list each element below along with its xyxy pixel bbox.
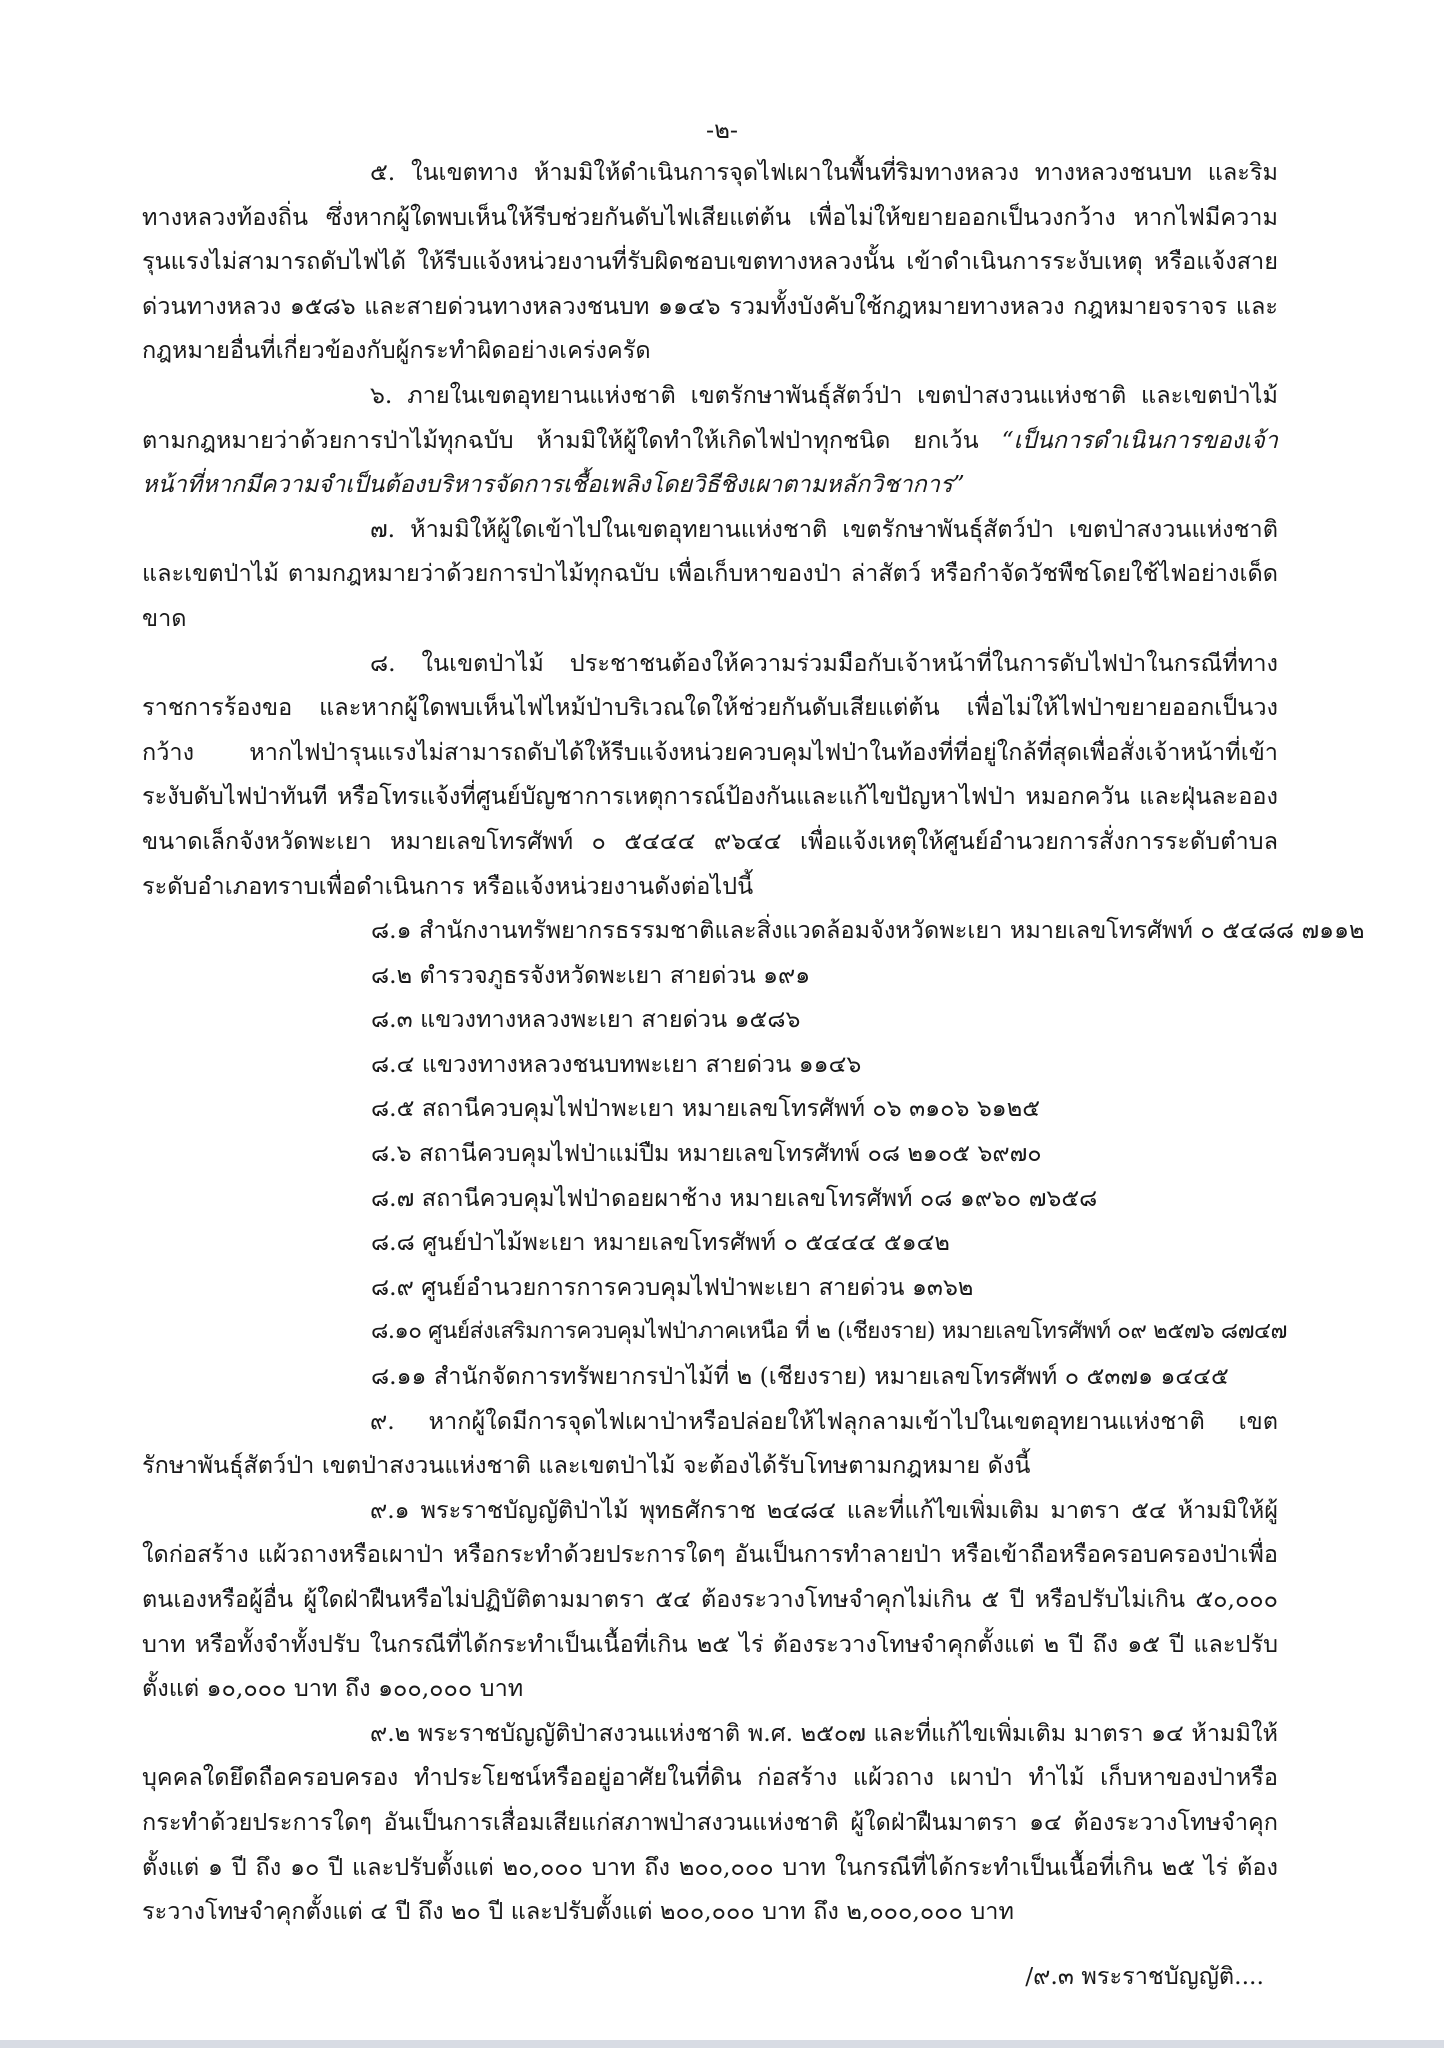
paragraph-6-quote: “เป็นการดำเนินการของเจ้าหน้าที่หากมีความจำเป็นต้องบริหารจัดการเชื้อเพลิงโดยวิธีชิงเผาตามหลักวิชาการ”	[142, 425, 1278, 499]
paragraph-9-1: ๙.๑ พระราชบัญญัติป่าไม้ พุทธศักราช ๒๔๘๔ และที่แก้ไขเพิ่มเติม มาตรา ๕๔ ห้ามมิให้ผู้ใดก่อสร้าง แผ้วถางหรือเผาป่า หรือกระทำด้วยประการใดๆ อันเป็นการทำลายป่า หรือเข้าถือหรือครอบครองป่าเพื่อตนเองหรือผู้อื่น ผู้ใดฝ่าฝืนหรือไม่ปฏิบัติตามมาตรา ๕๔ ต้องระวางโทษจำคุกไม่เกิน ๕ ปี หรือปรับไม่เกิน ๕๐,๐๐๐ บาท หรือทั้งจำทั้งปรับ ในกรณีที่ได้กระทำเป็นเนื้อที่เกิน ๒๕ ไร่ ต้องระวางโทษจำคุกตั้งแต่ ๒ ปี ถึง ๑๕ ปี และปรับตั้งแต่ ๑๐,๐๐๐ บาท ถึง ๑๐๐,๐๐๐ บาท	[142, 1495, 1278, 1703]
paragraph-5: ๕. ในเขตทาง ห้ามมิให้ดำเนินการจุดไฟเผาในพื้นที่ริมทางหลวง ทางหลวงชนบท และริมทางหลวงท้องถิ่น ซึ่งหากผู้ใดพบเห็นให้รีบช่วยกันดับไฟเสียแต่ต้น เพื่อไม่ให้ขยายออกเป็นวงกว้าง หากไฟมีความรุนแรงไม่สามารถดับไฟได้ ให้รีบแจ้งหน่วยงานที่รับผิดชอบเขตทางหลวงนั้น เข้าดำเนินการระงับเหตุ หรือแจ้งสายด่วนทางหลวง ๑๕๘๖ และสายด่วนทางหลวงชนบท ๑๑๔๖ รวมทั้งบังคับใช้กฎหมายทางหลวง กฎหมายจราจร และกฎหมายอื่นที่เกี่ยวข้องกับผู้กระทำผิดอย่างเคร่งครัด	[142, 158, 1278, 365]
paragraph-7: ๗. ห้ามมิให้ผู้ใดเข้าไปในเขตอุทยานแห่งชาติ เขตรักษาพันธุ์สัตว์ป่า เขตป่าสงวนแห่งชาติ และเขตป่าไม้ ตามกฎหมายว่าด้วยการป่าไม้ทุกฉบับ เพื่อเก็บหาของป่า ล่าสัตว์ หรือกำจัดวัชพืชโดยใช้ไฟอย่างเด็ดขาด	[142, 514, 1278, 632]
list-item: ๘.๙ ศูนย์อำนวยการการควบคุมไฟป่าพะเยา สายด่วน ๑๓๖๒	[371, 1272, 974, 1301]
list-item: ๘.๓ แขวงทางหลวงพะเยา สายด่วน ๑๕๘๖	[371, 1005, 801, 1034]
document-body	[142, 150, 1365, 1934]
list-item: ๘.๑ สำนักงานทรัพยากรธรรมชาติและสิ่งแวดล้อมจังหวัดพะเยา หมายเลขโทรศัพท์ ๐ ๕๔๘๘ ๗๑๑๒	[371, 916, 1365, 945]
paragraph-6-text: ๖. ภายในเขตอุทยานแห่งชาติ เขตรักษาพันธุ์สัตว์ป่า เขตป่าสงวนแห่งชาติ และเขตป่าไม้ตามกฎหมายว่าด้วยการป่าไม้ทุกฉบับ ห้ามมิให้ผู้ใดทำให้เกิดไฟป่าทุกชนิด ยกเว้น	[142, 380, 1278, 454]
page-number: -๒-	[705, 116, 739, 144]
paragraph-9-2: ๙.๒ พระราชบัญญัติป่าสงวนแห่งชาติ พ.ศ. ๒๕๐๗ และที่แก้ไขเพิ่มเติม มาตรา ๑๔ ห้ามมิให้บุคคลใดยึดถือครอบครอง ทำประโยชน์หรืออยู่อาศัยในที่ดิน ก่อสร้าง แผ้วถาง เผาป่า ทำไม้ เก็บหาของป่าหรือกระทำด้วยประการใดๆ อันเป็นการเสื่อมเสียแก่สภาพป่าสงวนแห่งชาติ ผู้ใดฝ่าฝืนมาตรา ๑๔ ต้องระวางโทษจำคุกตั้งแต่ ๑ ปี ถึง ๑๐ ปี และปรับตั้งแต่ ๒๐,๐๐๐ บาท ถึง ๒๐๐,๐๐๐ บาท ในกรณีที่ได้กระทำเป็นเนื้อที่เกิน ๒๕ ไร่ ต้องระวางโทษจำคุกตั้งแต่ ๔ ปี ถึง ๒๐ ปี และปรับตั้งแต่ ๒๐๐,๐๐๐ บาท ถึง ๒,๐๐๐,๐๐๐ บาท	[142, 1718, 1278, 1926]
list-item: ๘.๑๐ ศูนย์ส่งเสริมการควบคุมไฟป่าภาคเหนือ ที่ ๒ (เชียงราย) หมายเลขโทรศัพท์ ๐๙ ๒๕๗๖ ๘๗๔๗	[371, 1318, 1287, 1345]
list-item: ๘.๖ สถานีควบคุมไฟป่าแม่ปืม หมายเลขโทรศัทพ์ ๐๘ ๒๑๐๕ ๖๙๗๐	[371, 1139, 1042, 1168]
contact-list	[142, 908, 1365, 1399]
list-item: ๘.๒ ตำรวจภูธรจังหวัดพะเยา สายด่วน ๑๙๑	[371, 960, 811, 989]
list-item: ๘.๔ แขวงทางหลวงชนบทพะเยา สายด่วน ๑๑๔๖	[371, 1049, 862, 1078]
continuation-marker: /๙.๓ พระราชบัญญัติ....	[1025, 1962, 1264, 1990]
paragraph-9: ๙. หากผู้ใดมีการจุดไฟเผาป่าหรือปล่อยให้ไฟลุกลามเข้าไปในเขตอุทยานแห่งชาติ เขตรักษาพันธุ์สัตว์ป่า เขตป่าสงวนแห่งชาติ และเขตป่าไม้ จะต้องได้รับโทษตามกฎหมาย ดังนี้	[142, 1406, 1278, 1480]
paragraph-6	[142, 373, 1278, 507]
list-item: ๘.๑๑ สำนักจัดการทรัพยากรป่าไม้ที่ ๒ (เชียงราย) หมายเลขโทรศัพท์ ๐ ๕๓๗๑ ๑๔๔๕	[371, 1362, 1229, 1391]
list-item: ๘.๕ สถานีควบคุมไฟป่าพะเยา หมายเลขโทรศัพท์ ๐๖ ๓๑๐๖ ๖๑๒๕	[371, 1094, 1040, 1123]
paragraph-8: ๘. ในเขตป่าไม้ ประชาชนต้องให้ความร่วมมือกับเจ้าหน้าที่ในการดับไฟป่าในกรณีที่ทางราชการร้องขอ และหากผู้ใดพบเห็นไฟไหม้ป่าบริเวณใดให้ช่วยกันดับเสียแต่ต้น เพื่อไม่ให้ไฟป่าขยายออกเป็นวงกว้าง หากไฟป่ารุนแรงไม่สามารถดับได้ให้รีบแจ้งหน่วยควบคุมไฟป่าในท้องที่ที่อยู่ใกล้ที่สุดเพื่อสั่งเจ้าหน้าที่เข้าระงับดับไฟป่าทันที หรือโทรแจ้งที่ศูนย์บัญชาการเหตุการณ์ป้องกันและแก้ไขปัญหาไฟป่า หมอกควัน และฝุ่นละอองขนาดเล็กจังหวัดพะเยา หมายเลขโทรศัพท์ ๐ ๕๔๔๔ ๙๖๔๔ เพื่อแจ้งเหตุให้ศูนย์อำนวยการสั่งการระดับตำบล ระดับอำเภอทราบเพื่อดำเนินการ หรือแจ้งหน่วยงานดังต่อไปนี้	[142, 648, 1278, 900]
list-item: ๘.๘ ศูนย์ป่าไม้พะเยา หมายเลขโทรศัพท์ ๐ ๕๔๔๔ ๕๑๔๒	[371, 1228, 950, 1257]
scan-edge	[0, 2040, 1444, 2048]
list-item: ๘.๗ สถานีควบคุมไฟป่าดอยผาช้าง หมายเลขโทรศัพท์ ๐๘ ๑๙๖๐ ๗๖๕๘	[371, 1183, 1098, 1212]
